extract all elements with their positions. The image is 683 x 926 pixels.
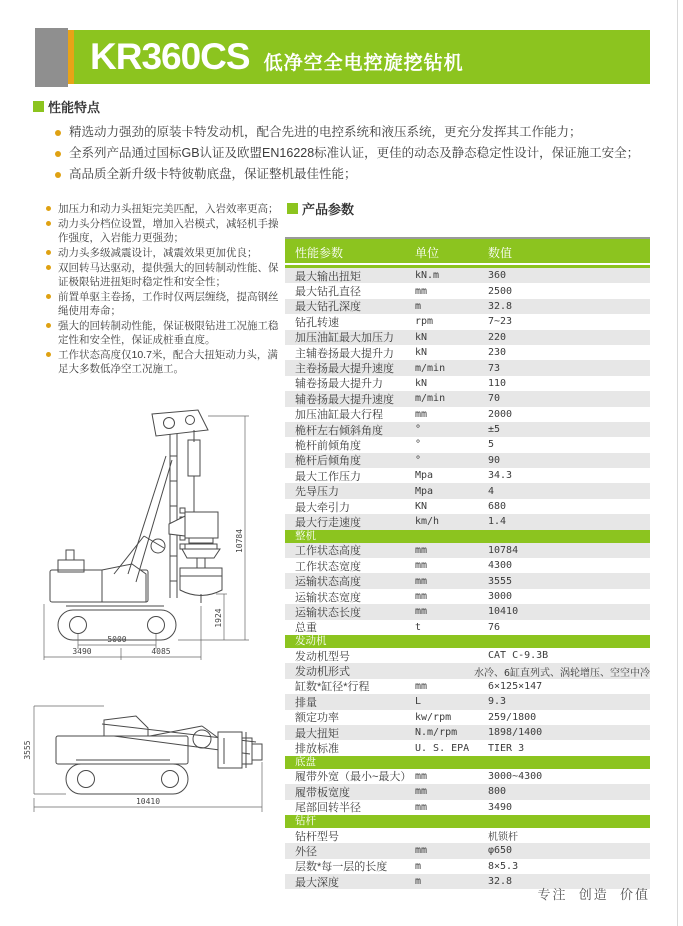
param-name: 额定功率 bbox=[295, 712, 339, 725]
table-row bbox=[285, 694, 650, 709]
side-notes-list bbox=[45, 202, 282, 377]
param-name: 履带外宽（最小~最大） bbox=[295, 771, 412, 784]
table-row bbox=[285, 663, 650, 678]
param-name: 尾部回转半径 bbox=[295, 802, 361, 815]
param-unit: m bbox=[415, 860, 422, 872]
table-row bbox=[285, 784, 650, 799]
param-unit: t bbox=[415, 621, 422, 633]
param-unit: mm bbox=[415, 560, 428, 572]
param-value: 76 bbox=[488, 621, 501, 633]
param-value: 90 bbox=[488, 454, 501, 466]
green-square-icon bbox=[33, 101, 44, 112]
table-row bbox=[285, 268, 650, 283]
params-title-label: 产品参数 bbox=[302, 202, 355, 217]
param-name: 最大钻孔深度 bbox=[295, 301, 361, 314]
param-unit: mm bbox=[415, 285, 428, 297]
table-row bbox=[285, 679, 650, 694]
green-square-icon bbox=[287, 203, 298, 214]
dim-front: 3490 bbox=[72, 647, 92, 656]
param-table bbox=[285, 237, 650, 889]
side-note-item: 前置单驱主卷扬，工作时仅两层缠绕，提高钢丝绳使用寿命； bbox=[45, 290, 282, 318]
param-name: 先导压力 bbox=[295, 486, 339, 499]
param-name: 最大输出扭矩 bbox=[295, 270, 361, 283]
param-unit: m bbox=[415, 876, 422, 888]
table-row bbox=[285, 725, 650, 740]
param-value: 机锁杆 bbox=[488, 832, 518, 844]
table-row bbox=[285, 391, 650, 406]
param-name: 最大深度 bbox=[295, 876, 339, 889]
page-edge-line bbox=[677, 0, 678, 926]
table-row bbox=[285, 314, 650, 329]
table-row bbox=[285, 648, 650, 663]
table-row bbox=[285, 828, 650, 843]
cab bbox=[104, 716, 148, 736]
table-row bbox=[285, 843, 650, 858]
table-row bbox=[285, 543, 650, 558]
track-outline bbox=[66, 764, 188, 794]
param-value: 3000~4300 bbox=[488, 770, 543, 782]
table-section-row: 钻杆 bbox=[285, 815, 650, 828]
param-value: 220 bbox=[488, 331, 507, 343]
table-row bbox=[285, 859, 650, 874]
param-unit: KN bbox=[415, 501, 428, 513]
table-row bbox=[285, 453, 650, 468]
cathead bbox=[152, 410, 208, 436]
side-note-item: 加压力和动力头扭矩完美匹配，入岩效率更高； bbox=[45, 202, 282, 216]
param-name: 桅杆左右倾斜角度 bbox=[295, 424, 383, 437]
param-name: 桅杆前倾角度 bbox=[295, 440, 361, 452]
param-name: 辅卷扬最大提升速度 bbox=[295, 393, 394, 406]
param-unit: m/min bbox=[415, 362, 446, 374]
table-row bbox=[285, 710, 650, 725]
param-unit: mm bbox=[415, 591, 428, 602]
param-unit: L bbox=[415, 696, 422, 708]
param-unit: mm bbox=[415, 544, 428, 556]
table-row bbox=[285, 422, 650, 437]
param-name: 加压油缸最大加压力 bbox=[295, 332, 394, 345]
footer-slogan: 专注 创造 价值 bbox=[537, 887, 650, 902]
features-title-label: 性能特点 bbox=[48, 100, 101, 115]
param-name: 主卷扬最大提升速度 bbox=[295, 363, 394, 376]
param-name: 钻孔转速 bbox=[295, 316, 339, 329]
param-value: 32.8 bbox=[488, 876, 513, 888]
table-header bbox=[285, 237, 650, 268]
dim-transport-height: 3555 bbox=[23, 740, 32, 760]
side-note-item: 双回转马达驱动，提供强大的回转制动性能、保证极限钻进扭矩时稳定性和安全性； bbox=[45, 261, 282, 289]
dim-transport-length: 10410 bbox=[135, 797, 161, 806]
table-row bbox=[285, 514, 650, 529]
param-value: 680 bbox=[488, 501, 507, 513]
table-row bbox=[285, 407, 650, 422]
table-row bbox=[285, 589, 650, 604]
param-unit: rpm bbox=[415, 316, 434, 328]
working-state-diagram bbox=[36, 386, 273, 668]
param-name: 桅杆后倾角度 bbox=[295, 455, 361, 468]
param-name: 发动机形式 bbox=[295, 666, 350, 679]
table-row bbox=[285, 499, 650, 514]
param-unit: ° bbox=[415, 439, 422, 451]
param-name: 外径 bbox=[295, 845, 317, 858]
param-unit: Mpa bbox=[415, 470, 434, 482]
param-value: 2000 bbox=[488, 408, 513, 420]
table-row bbox=[285, 800, 650, 815]
param-unit: mm bbox=[415, 680, 428, 692]
param-value: 水冷、6缸直列式、涡轮增压、空空中冷 bbox=[473, 667, 650, 679]
table-section-row: 发动机 bbox=[285, 635, 650, 648]
param-unit: mm bbox=[415, 801, 428, 813]
model-title: KR360CS bbox=[90, 36, 250, 77]
param-name: 运输状态宽度 bbox=[295, 591, 361, 604]
model-subtitle: 低净空全电控旋挖钻机 bbox=[263, 53, 464, 74]
rotary-head bbox=[185, 512, 218, 538]
param-value: 1898/1400 bbox=[488, 727, 543, 739]
param-unit: N.m/rpm bbox=[415, 727, 458, 739]
rotary-head bbox=[218, 732, 242, 768]
table-row bbox=[285, 330, 650, 345]
param-name: 排量 bbox=[295, 696, 317, 709]
param-unit: ° bbox=[415, 454, 422, 466]
param-unit: kN.m bbox=[415, 270, 440, 282]
param-name: 运输状态高度 bbox=[295, 576, 361, 589]
param-value: 800 bbox=[488, 786, 507, 798]
param-name: 最大扭矩 bbox=[295, 727, 339, 740]
param-unit: mm bbox=[415, 606, 428, 618]
side-note-item: 动力头多级减震设计，减震效果更加优良； bbox=[45, 246, 282, 260]
dim-overall-height: 10784 bbox=[235, 528, 244, 554]
param-name: 缸数*缸径*行程 bbox=[295, 681, 370, 694]
features-section-title bbox=[33, 97, 100, 116]
param-value: 73 bbox=[488, 362, 501, 374]
param-unit: mm bbox=[415, 408, 428, 420]
param-unit: mm bbox=[415, 845, 428, 857]
param-name: 运输状态长度 bbox=[295, 606, 361, 619]
table-row bbox=[285, 345, 650, 360]
param-name: 层数*每一层的长度 bbox=[295, 861, 388, 874]
param-value: 70 bbox=[488, 393, 501, 405]
param-unit: kN bbox=[415, 377, 428, 389]
table-row bbox=[285, 620, 650, 635]
param-unit: mm bbox=[415, 575, 428, 587]
param-name: 工作状态高度 bbox=[295, 545, 361, 558]
table-row bbox=[285, 437, 650, 452]
param-unit: Mpa bbox=[415, 485, 434, 497]
dim-rear: 4085 bbox=[151, 647, 171, 656]
features-list bbox=[55, 122, 645, 185]
param-value: 3000 bbox=[488, 591, 513, 602]
param-value: 4 bbox=[488, 485, 495, 497]
table-row bbox=[285, 604, 650, 619]
table-row bbox=[285, 483, 650, 498]
param-unit: kN bbox=[415, 347, 428, 359]
table-row bbox=[285, 740, 650, 755]
params-section-title bbox=[287, 199, 354, 218]
feature-item: 全系列产品通过国标GB认证及欧盟EN16228标准认证，更佳的动态及静态稳定性设计，保证施工安全； bbox=[55, 143, 645, 164]
param-value: CAT C-9.3B bbox=[488, 650, 549, 662]
param-value: 360 bbox=[488, 270, 507, 282]
param-value: 3555 bbox=[488, 575, 513, 587]
param-unit: m bbox=[415, 300, 422, 312]
header-banner bbox=[74, 30, 650, 84]
param-name: 发动机型号 bbox=[295, 650, 350, 663]
param-value: 4300 bbox=[488, 560, 513, 572]
param-name: 最大钻孔直径 bbox=[295, 286, 361, 299]
param-value: 3490 bbox=[488, 801, 513, 813]
feature-item: 精选动力强劲的原装卡特发动机，配合先进的电控系统和液压系统，更充分发挥其工作能力； bbox=[55, 122, 645, 143]
param-value: 9.3 bbox=[488, 696, 507, 708]
side-note-item: 强大的回转制动性能，保证极限钻进工况施工稳定性和安全性，保证成桩垂直度。 bbox=[45, 319, 282, 347]
param-value: 34.3 bbox=[488, 470, 513, 482]
param-value: φ650 bbox=[488, 845, 513, 857]
col-header-unit: 单位 bbox=[415, 246, 440, 260]
banner-gray-block bbox=[35, 28, 68, 87]
param-value: 5 bbox=[488, 439, 495, 451]
param-unit: U. S. EPA bbox=[415, 742, 470, 754]
param-value: 8×5.3 bbox=[488, 860, 519, 872]
param-name: 钻杆型号 bbox=[295, 830, 339, 843]
param-unit: m/min bbox=[415, 393, 446, 405]
param-unit: kw/rpm bbox=[415, 711, 452, 723]
param-name: 主辅卷扬最大提升力 bbox=[295, 347, 394, 360]
table-row bbox=[285, 299, 650, 314]
param-value: 32.8 bbox=[488, 300, 513, 312]
param-unit: kN bbox=[415, 331, 428, 343]
param-value: ±5 bbox=[488, 424, 501, 436]
param-value: 2500 bbox=[488, 285, 513, 297]
table-row bbox=[285, 283, 650, 298]
col-header-name: 性能参数 bbox=[295, 246, 344, 260]
param-unit: km/h bbox=[415, 516, 440, 528]
col-header-value: 数值 bbox=[488, 246, 513, 260]
param-name: 工作状态宽度 bbox=[295, 560, 361, 573]
side-note-item: 动力头分档位设置，增加入岩模式，减轻机手操作强度，入岩能力更强劲； bbox=[45, 217, 282, 245]
param-name: 履带板宽度 bbox=[295, 786, 350, 799]
param-name: 最大行走速度 bbox=[295, 516, 361, 529]
transport-state-diagram bbox=[20, 686, 275, 826]
dim-track-length: 5000 bbox=[107, 635, 127, 644]
param-table-body bbox=[285, 268, 650, 889]
param-value: 110 bbox=[488, 377, 507, 389]
param-value: 10784 bbox=[488, 544, 519, 556]
param-name: 加压油缸最大行程 bbox=[295, 409, 383, 422]
param-value: 1.4 bbox=[488, 516, 507, 528]
param-unit: ° bbox=[415, 424, 422, 436]
feature-item: 高品质全新升级卡特彼勒底盘，保证整机最佳性能； bbox=[55, 164, 645, 185]
table-row bbox=[285, 769, 650, 784]
table-row bbox=[285, 376, 650, 391]
param-name: 总重 bbox=[295, 622, 317, 635]
param-unit: mm bbox=[415, 770, 428, 782]
table-row bbox=[285, 558, 650, 573]
table-row bbox=[285, 468, 650, 483]
param-name: 排放标准 bbox=[295, 743, 339, 756]
param-name: 最大工作压力 bbox=[295, 470, 361, 483]
table-section-row: 整机 bbox=[285, 530, 650, 543]
param-value: 259/1800 bbox=[488, 711, 537, 723]
param-unit: mm bbox=[415, 786, 428, 798]
table-section-row: 底盘 bbox=[285, 756, 650, 769]
side-note-item: 工作状态高度仅10.7米，配合大扭矩动力头，满足大多数低净空工况施工。 bbox=[45, 348, 282, 376]
drilling-bucket bbox=[180, 568, 222, 596]
table-row bbox=[285, 360, 650, 375]
param-value: 10410 bbox=[488, 606, 519, 618]
param-value: 7~23 bbox=[488, 316, 513, 328]
param-name: 最大牵引力 bbox=[295, 501, 350, 514]
param-value: 6×125×147 bbox=[488, 680, 543, 692]
dim-lower-height: 1924 bbox=[214, 608, 223, 628]
table-row bbox=[285, 573, 650, 588]
param-value: TIER 3 bbox=[488, 742, 525, 754]
param-name: 辅卷扬最大提升力 bbox=[295, 378, 383, 391]
param-value: 230 bbox=[488, 347, 507, 359]
